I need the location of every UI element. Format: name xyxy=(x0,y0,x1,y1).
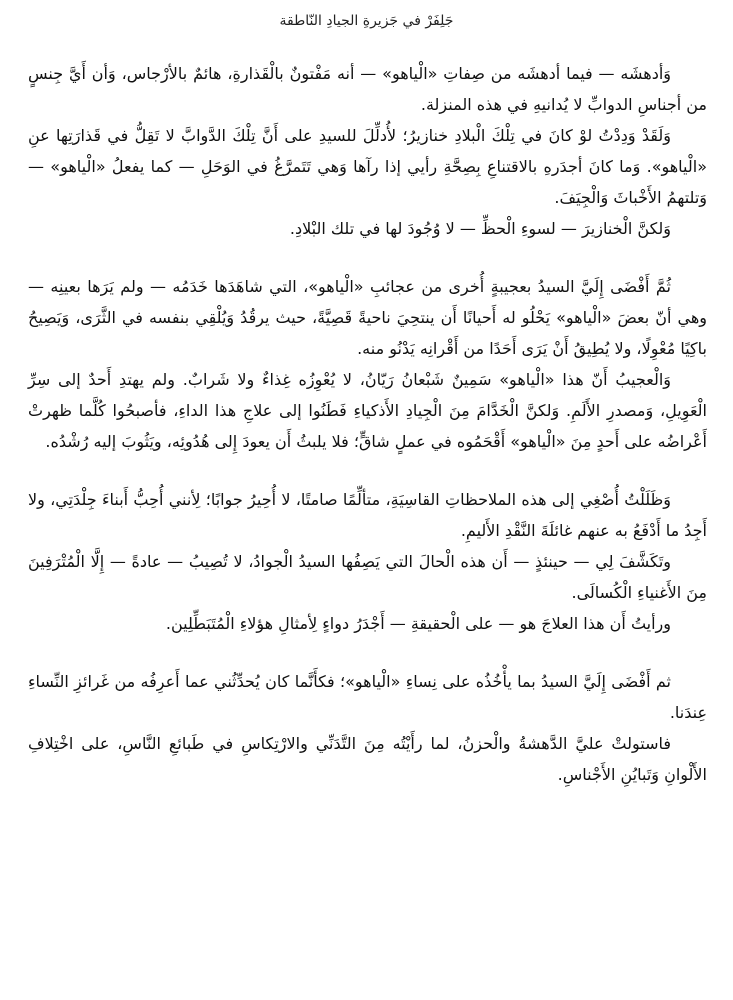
paragraph: ثُمَّ أَفْضَى إِلَيَّ السيدُ بعجيبةٍ أُخرى من عجائبِ «الْياهو»، التي شاهَدَها خَدَمُه — ولم يَرَها بعينِه — وهي أنّ بعضَ «الْياهو» يَحْلُو له أَحيانًا أَن ينتحِيَ ناحيةً قَصِيَّةً، حيث يرقُدُ وَيُلْقِي بنفسه في الثَّرَى، وَيَصِيحُ باكِيًا مُعْوِلًا، ولا يُطِيقُ أَنْ يَرَى أَحَدًا من أَقْرانِه يَدْنُو منه. xyxy=(28,277,707,358)
section-3 xyxy=(28,484,707,639)
body-text xyxy=(28,58,707,790)
section-1 xyxy=(28,58,707,244)
paragraph: وَالْعجيبُ أَنّ هذا «الْياهو» سَمِينٌ شَبْعانُ رَيّانُ، لا يُعْوِزُه غِذاءٌ ولا شَرابٌ. ولم يهتدِ أَحدٌ إلى سِرِّ الْعَوِيلِ، وَمصدرِ الأَلَمِ. وَلكنَّ الْخَدَّامَ مِنَ الْجِيادِ الأَذكياءِ فَطَنُوا إلى علاجِ هذا الداءِ، فأصبحُوا كُلَّما ظهرتْ أَعْراضُه على أَحدٍ مِنَ «الْياهو» أَقْحَمُوه في عملٍ شاقٍّ؛ فلا يلبثُ أَن يعودَ إِلى هُدُوئِه، ويَثُوبَ إليه رُشْدُه. xyxy=(28,370,707,451)
section-spacer xyxy=(28,639,707,666)
paragraph: وَظَلَلْتُ أُصْغِي إلى هذه الملاحظاتِ القاسِيَةِ، متألِّمًا صامتًا، لا أُحِيرُ جوابًا؛ لِأنني أُحِبُّ أَبناءَ جِلْدَتِي، ولا أَجِدُ ما أَدْفَعُ به عنهم غائلَةَ النَّقْدِ الأَليمِ. xyxy=(28,490,707,540)
paragraph: ثم أَفْضَى إِلَيَّ السيدُ بما يأْخُذُه على نِساءِ «الْياهو»؛ فكأَنَّما كان يُحدِّثُني عما أَعرِفُه من غَرائزِ النِّساءِ عِندَنا. xyxy=(28,672,707,722)
paragraph: وَلكنَّ الْخنازيرَ — لسوءِ الْحظِّ — لا وُجُودَ لها في تلك البْلادِ. xyxy=(289,219,671,238)
section-spacer xyxy=(28,244,707,271)
paragraph: وَأدهشَه — فيما أدهشَه من صِفاتِ «الْياهو» — أنه مَفْتونٌ بالْقَذارةِ، هائمٌ بالأرْجاس، وَأن أَيَّ جِنسٍ من أجناسِ الدوابِّ لا يُدانيهِ في هذه المنزلة. xyxy=(28,64,707,114)
section-spacer xyxy=(28,457,707,484)
section-4 xyxy=(28,666,707,790)
running-header: جَلِفَرْ في جَزيرةِ الجيادِ النّاطقة xyxy=(279,13,454,29)
paragraph: وتَكَشَّفَ لِي — حينئذٍ — أَن هذه الْحالَ التي يَصِفُها السيدُ الْجوادُ، لا تُصِيبُ — عادةً — إِلَّا الْمُتْرَفِينَ مِنَ الأَغنياءِ الْكُسالَى. xyxy=(28,552,707,602)
paragraph: ورأيتُ أَن هذا العلاجَ هو — على الْحقيقةِ — أَجْدَرُ دواءٍ لِأمثالِ هؤلاءِ الْمُتَبَطِّلِين. xyxy=(165,614,671,633)
paragraph: فاستولتْ عليَّ الدَّهشةُ والْحزنُ، لما رأَيْتُه مِنَ التَّدَنِّي والارْتِكاسِ في طَبائعِ النَّاسِ، على اخْتِلافِ الأَلْوانِ وَتَبايُنِ الأَجْناسِ. xyxy=(28,734,707,784)
section-2 xyxy=(28,271,707,457)
paragraph: وَلَقَدْ وَدِدْتُ لوْ كانَ في تِلْكَ الْبلادِ خنازيرُ؛ لأُدلِّلَ للسيدِ على أَنَّ تِلْكَ الدَّوابَّ لا تَقِلُّ في قَذارَتِها عنِ «الْياهو». وَما كانَ أجدَرهِ بالاقتناعِ بِصِحَّةِ رأيي إذا رآها وَهي تَتَمرَّغُ في الوَحَلِ — كما يفعلُ «الْياهو» — وَتلتهمُ الأَخْباثَ وَالْجِيَفَ. xyxy=(28,126,707,207)
